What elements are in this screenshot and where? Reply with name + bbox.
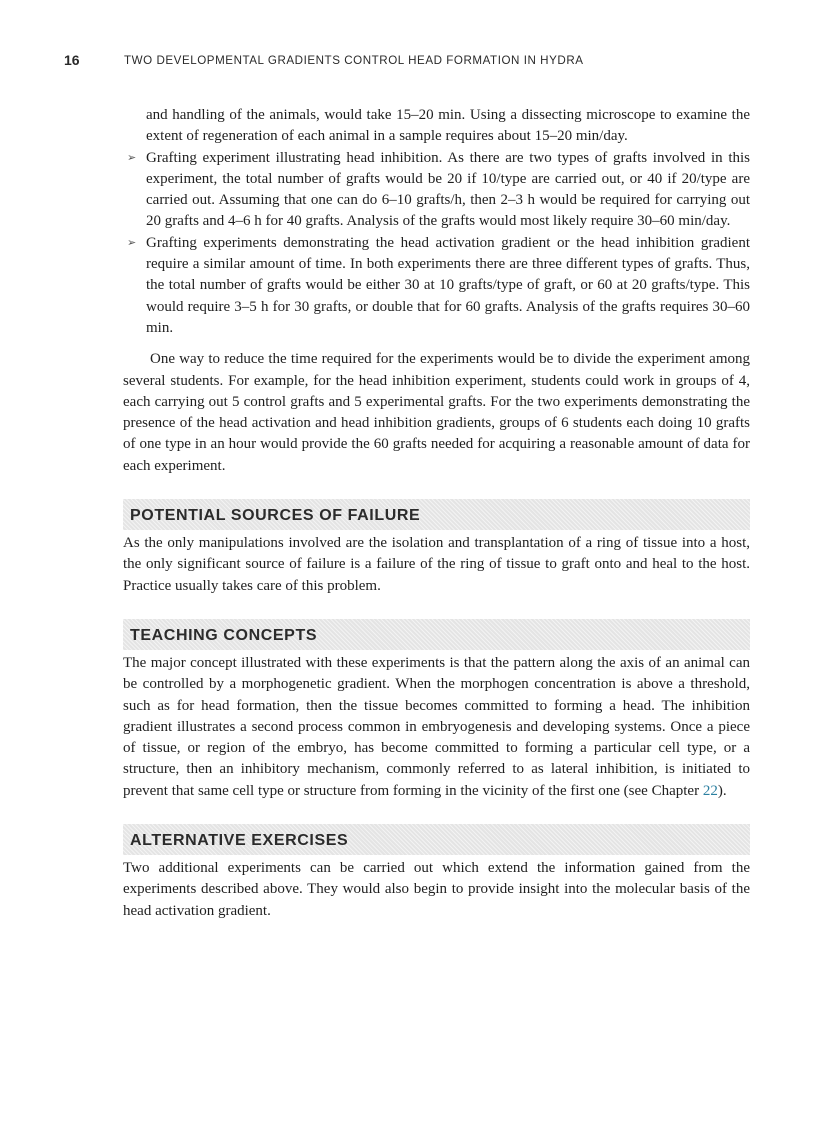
list-item-continuation: [123, 105, 750, 148]
bullet-list: [123, 105, 750, 339]
page-header: [50, 52, 766, 70]
teaching-text: The major concept illustrated with these experiments is that the pattern along the axis of an animal can be controlled by a morphogenetic gradient. When the morphogen concentration is above a threshold, such as for head formation, then the tissue becomes committed to forming a head. The inhibition gradient illustrates a second process common in embryogenesis and developing systems. Once a piece of tissue, or region of the embryo, has become committed to forming a particular cell type, or a structure, then an inhibitory mechanism, commonly referred to as lateral inhibition, is initiated to prevent that same cell type or structure from forming in the vicinity of the first one (see Chapter: [123, 654, 750, 799]
section-heading-failure: POTENTIAL SOURCES OF FAILURE: [123, 499, 750, 530]
arrow-bullet-icon: ➢: [127, 151, 137, 164]
teaching-paragraph: [123, 653, 750, 802]
time-paragraph: One way to reduce the time required for the experiments would be to divide the experiment among several students. For example, for the head inhibition experiment, students could work in groups of 4, each carrying out 5 control grafts and 5 experimental grafts. For the two experiments demonstrating the presence of the head activation and head inhibition gradients, groups of 6 students each doing 10 grafts of one type in an hour would provide the 60 grafts needed for acquiring a reasonable amount of data for each experiment.: [123, 351, 750, 474]
alternative-paragraph: Two additional experiments can be carried out which extend the information gained from the experiments described above. They would also begin to provide insight into the molecular basis of the head activation gradient.: [123, 860, 750, 919]
list-item: [123, 148, 750, 233]
list-item-text: Grafting experiments demonstrating the head activation gradient or the head inhibition gradient require a similar amount of time. In both experiments there are three different types of grafts. Thus, the total number of grafts would be either 30 at 10 grafts/type of graft, or 60 at 20 grafts/type. This would require 3–5 h for 30 grafts, or double that for 60 grafts. Analysis of the grafts requires 30–60 min.: [146, 234, 750, 336]
running-head: TWO DEVELOPMENTAL GRADIENTS CONTROL HEAD FORMATION IN HYDRA: [124, 54, 584, 67]
arrow-bullet-icon: ➢: [127, 236, 137, 249]
failure-paragraph: As the only manipulations involved are the isolation and transplantation of a ring of tissue into a host, the only significant source of failure is a failure of the ring of tissue to graft onto and heal to the host. Practice usually takes care of this problem.: [123, 535, 750, 594]
teaching-text-end: ).: [717, 782, 727, 799]
list-item-text: Grafting experiment illustrating head inhibition. As there are two types of grafts involved in this experiment, the total number of grafts would be 20 if 10/type are carried out, or 40 if 20/type are carried out. Assuming that one can do 6–10 grafts/h, then 2–3 h would be required for carrying out 20 grafts and 4–6 h for 40 grafts. Analysis of the grafts would most likely require 30–60 min/day.: [146, 149, 750, 230]
continuation-text: and handling of the animals, would take 15–20 min. Using a dissecting microscope to examine the extent of regeneration of each animal in a sample requires about 15–20 min/day.: [146, 107, 750, 145]
list-item: [123, 233, 750, 339]
section-heading-alternative: ALTERNATIVE EXERCISES: [123, 824, 750, 855]
section-heading-teaching: TEACHING CONCEPTS: [123, 619, 750, 650]
page-body: [123, 105, 750, 922]
chapter-link[interactable]: 22: [702, 782, 718, 799]
page-number: 16: [64, 52, 80, 68]
